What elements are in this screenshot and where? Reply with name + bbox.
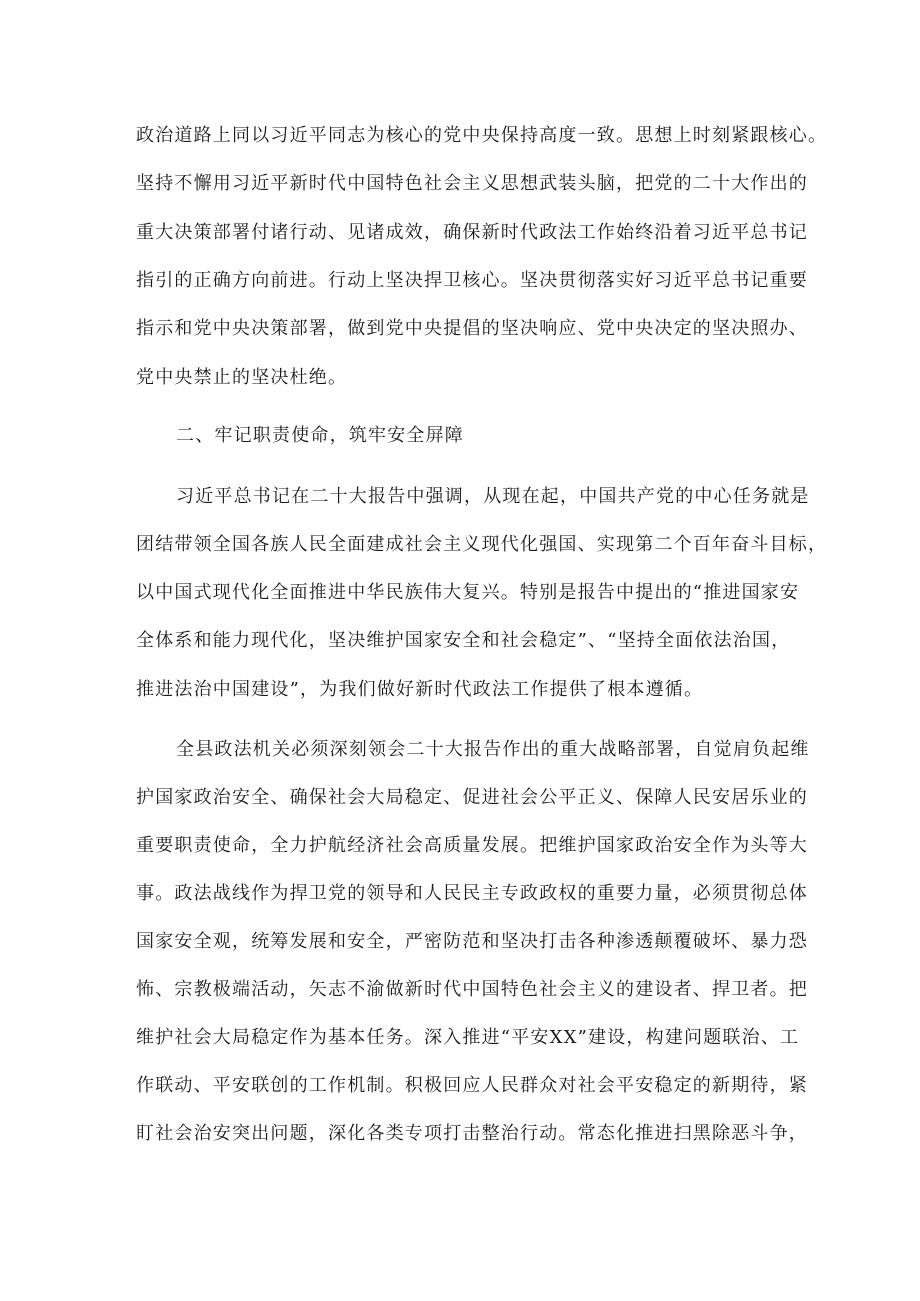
text-line: 怖、宗教极端活动，矢志不渝做新时代中国特色社会主义的建设者、捍卫者。把 <box>136 979 808 1000</box>
text-line: 全县政法机关必须深刻领会二十大报告作出的重大战略部署，自觉肩负起维 <box>176 739 810 760</box>
text-line: 党中央禁止的坚决杜绝。 <box>136 367 348 388</box>
text-line: 指引的正确方向前进。行动上坚决捍卫核心。坚决贯彻落实好习近平总书记重要 <box>136 270 808 291</box>
section-heading: 二、牢记职责使命，筑牢安全屏障 <box>176 425 464 446</box>
text-line: 团结带领全国各族人民全面建成社会主义现代化强国、实现第二个百年奋斗目标， <box>136 534 828 555</box>
text-line: 全体系和能力现代化，坚决维护国家安全和社会稳定”、“坚持全面依法治国， <box>136 630 791 651</box>
text-line: 护国家政治安全、确保社会大局稳定、促进社会公平正义、保障人民安居乐业的 <box>136 787 808 808</box>
text-line: 作联动、平安联创的工作机制。积极回应人民群众对社会平安稳定的新期待，紧 <box>136 1075 808 1096</box>
text-line: 重大决策部署付诸行动、见诸成效，确保新时代政法工作始终沿着习近平总书记 <box>136 222 808 243</box>
text-line: 重要职责使命，全力护航经济社会高质量发展。把维护国家政治安全作为头等大 <box>136 835 808 856</box>
text-line: 盯社会治安突出问题，深化各类专项打击整治行动。常态化推进扫黑除恶斗争， <box>136 1123 808 1144</box>
text-line: 推进法治中国建设”，为我们做好新时代政法工作提供了根本遵循。 <box>136 679 704 700</box>
text-line: 习近平总书记在二十大报告中强调，从现在起，中国共产党的中心任务就是 <box>176 486 810 507</box>
text-line: 以中国式现代化全面推进中华民族伟大复兴。特别是报告中提出的“推进国家安 <box>136 582 800 603</box>
text-line: 事。政法战线作为捍卫党的领导和人民民主专政政权的重要力量，必须贯彻总体 <box>136 883 808 904</box>
text-line: 坚持不懈用习近平新时代中国特色社会主义思想武装头脑，把党的二十大作出的 <box>136 173 808 194</box>
text-line: 维护社会大局稳定作为基本任务。深入推进“平安XX”建设，构建问题联治、工 <box>136 1027 800 1048</box>
text-line: 国家安全观，统筹发展和安全，严密防范和坚决打击各种渗透颠覆破坏、暴力恐 <box>136 931 808 952</box>
text-line: 政治道路上同以习近平同志为核心的党中央保持高度一致。思想上时刻紧跟核心。 <box>136 125 828 146</box>
text-line: 指示和党中央决策部署，做到党中央提倡的坚决响应、党中央决定的坚决照办、 <box>136 318 808 339</box>
